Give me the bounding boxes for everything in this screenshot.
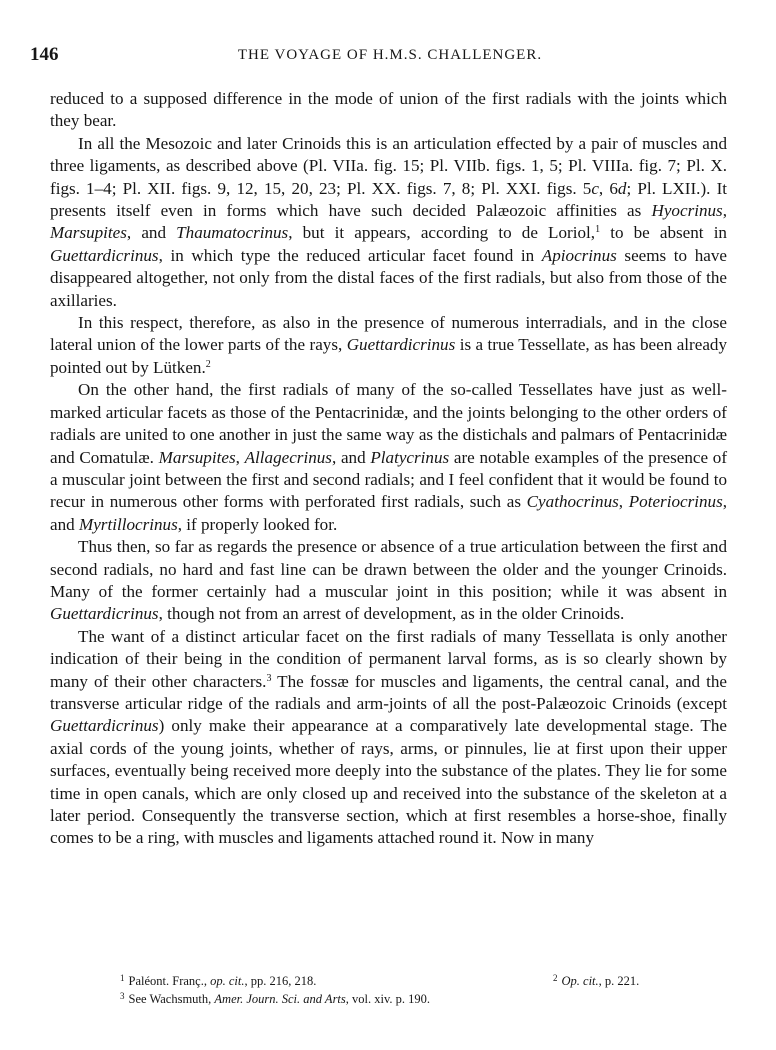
text-run: is a true Tessellate, as has been already pointed out by Lütken. (50, 335, 727, 377)
text-run: , (235, 447, 245, 467)
italic-term: Platycrinus (370, 447, 450, 467)
italic-term: Myrtillocrinus (78, 514, 178, 534)
italic-term: Op. cit. (561, 974, 599, 988)
italic-term: c (591, 178, 599, 198)
italic-term: d (617, 178, 627, 198)
text-run: , in which type the reduced articular facet found in (158, 245, 542, 265)
text-run: , and (331, 447, 371, 467)
footnote-ref: 1 (120, 973, 125, 983)
paragraph (50, 536, 727, 626)
italic-term: op. cit. (210, 974, 245, 988)
italic-term: Guettardicrinus (346, 335, 456, 355)
text-run: The fossæ for muscles and ligaments, the central canal, and the transverse articular ridge of the radials and arm-joints of all the post-Palæozoic Crinoids (except (50, 671, 727, 713)
footnote-2 (553, 972, 639, 990)
text-run: , vol. xiv. p. 190. (345, 992, 431, 1006)
footnote-ref: 2 (205, 358, 211, 370)
footnote-ref: 3 (266, 672, 272, 684)
paragraph (50, 312, 727, 379)
italic-term: Guettardicrinus (50, 245, 159, 265)
paragraph (50, 133, 727, 312)
body-text (50, 88, 727, 850)
running-title: THE VOYAGE OF H.M.S. CHALLENGER. (237, 47, 543, 63)
italic-term: Apiocrinus (541, 245, 617, 265)
text-run: On the other hand, the first radials of many of the so-called Tessellates have just as well-marked articular facets as those of the Pentacrinidæ, and the joints belonging to the other orders of radials are united to one another in just the same way as the distichals and palmars of Pentacrinidæ and Comatulæ. (50, 380, 727, 467)
paragraph (50, 626, 727, 850)
italic-term: Hyocrinus (651, 201, 723, 221)
footnote-ref: 1 (595, 224, 601, 236)
text-run: , but it appears, according to de Loriol, (288, 223, 596, 243)
text-run: ) only make their appearance at a comparatively late developmental stage. The axial cords of the young joints, whether of rays, arms, or pinnules, lie at first upon their upper surfaces, eventually being received more deeply into the substance of the plates. They lie for some time in open canals, which are only closed up and received into the substance of the skeleton at a later period. Consequently the transverse section, which at first resembles a horse-shoe, finally comes to be a ring, with muscles and ligaments attached round it. Now in many (50, 716, 727, 848)
italic-term: Guettardicrinus (50, 604, 159, 624)
italic-term: Marsupites (50, 223, 127, 243)
italic-term: Thaumatocrinus (176, 223, 289, 243)
italic-term: Marsupites (158, 447, 236, 467)
text-run: are notable examples of the presence of a muscular joint between the first and second radials; and I feel confident that it would be found to recur in numerous other forms with perforated first radials, such as (50, 447, 728, 512)
footnote-ref: 3 (120, 991, 125, 1001)
text-run: Thus then, so far as regards the presence or absence of a true articulation between the first and second radials, no hard and fast line can be drawn between the older and the younger Crinoids. Many of the former certainly had a muscular joint in this position; while it was absent in (50, 537, 727, 601)
italic-term: Allagecrinus (244, 447, 332, 467)
text-run: Paléont. Franç., (128, 974, 211, 988)
text-run: , pp. 216, 218. (244, 974, 317, 988)
text-run: In this respect, therefore, as also in the presence of numerous interradials, and in the close lateral union of the lower parts of the rays, (50, 313, 727, 355)
text-run: ; Pl. LXII.). It presents itself even in forms which have such decided Palæozoic affinities as (50, 178, 728, 221)
text-run: , (618, 492, 629, 512)
italic-term: Cyathocrinus (526, 492, 619, 512)
text-run: , (722, 201, 727, 221)
page-number: 146 (30, 44, 59, 65)
text-run: See Wachsmuth, (128, 992, 215, 1006)
text-run: , and (126, 223, 177, 243)
italic-term: Amer. Journ. Sci. and Arts (214, 992, 346, 1006)
text-run: The want of a distinct articular facet on the first radials of many Tessellata is only another indication of their being in the condition of permanent larval forms, as is so clearly shown by many of their other characters. (50, 626, 727, 691)
text-run: In all the Mesozoic and later Crinoids this is an articulation effected by a pair of muscles and three ligaments, as described above (Pl. VIIa. fig. 15; Pl. VIIb. figs. 1, 5; Pl. VIIIa. fig. 7; Pl. X. figs. 1–4; Pl. XII. figs. 9, 12, 15, 20, 23; Pl. XX. figs. 7, 8; Pl. XXI. figs. 5 (50, 133, 727, 198)
footnote-1 (120, 972, 316, 990)
page-header (30, 44, 750, 68)
text-run: to be absent in (600, 223, 727, 243)
italic-term: Guettardicrinus (50, 716, 159, 736)
paragraph (50, 379, 727, 536)
italic-term: Poteriocrinus (628, 492, 723, 512)
footnote-ref: 2 (553, 973, 558, 983)
text-run: reduced to a supposed difference in the mode of union of the first radials with the joints which they bear. (50, 89, 727, 131)
paragraph (50, 88, 727, 133)
text-run: , if properly looked for. (177, 514, 338, 534)
text-run: , and (50, 492, 728, 534)
text-run: , 6 (598, 178, 618, 198)
text-run: , though not from an arrest of development, as in the older Crinoids. (158, 604, 625, 624)
footnote-3 (120, 990, 430, 1008)
text-run: , p. 221. (598, 974, 640, 988)
text-run: seems to have disappeared altogether, not only from the distal faces of the first radials, but also from those of the axillaries. (50, 245, 727, 310)
